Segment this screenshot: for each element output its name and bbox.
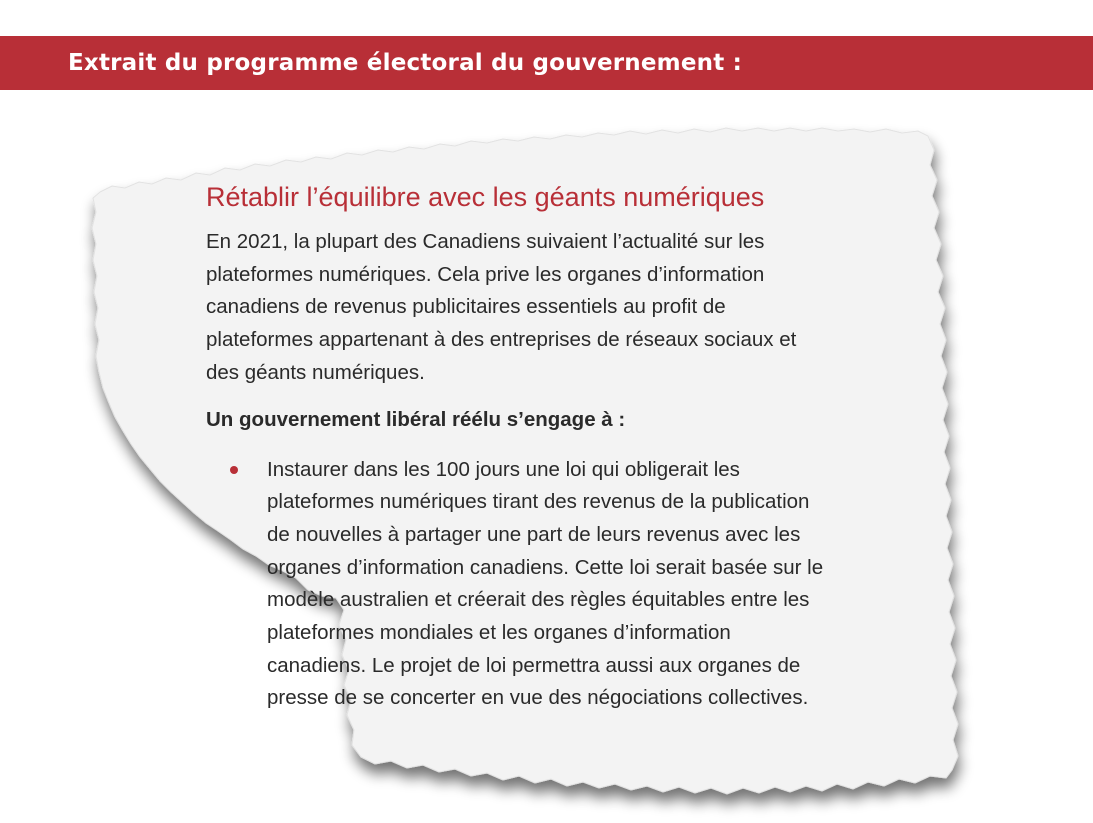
excerpt-paragraph: En 2021, la plupart des Canadiens suivaient l’actualité sur les plateformes numériques. Cela prive les organes d’information canadiens de revenus publicitaires essentiels au profit de plateformes appartenant à des entreprises de réseaux sociaux et des géants numériques.	[206, 230, 797, 384]
bullet-icon	[230, 466, 238, 474]
excerpt-content	[206, 178, 826, 715]
commitment-statement: Un gouvernement libéral réélu s’engage à :	[206, 407, 626, 431]
banner-title: Extrait du programme électoral du gouvernement :	[68, 50, 743, 76]
commitment-list	[206, 454, 826, 716]
excerpt-heading: Rétablir l’équilibre avec les géants numériques	[206, 182, 765, 212]
list-item-text: Instaurer dans les 100 jours une loi qui obligerait les plateformes numériques tirant des revenus de la publication de nouvelles à partager une part de leurs revenus avec les organes d’information canadiens. Cette loi serait basée sur le modèle australien et créerait des règles équitables entre les plateformes mondiales et les organes d’information canadiens. Le projet de loi permettra aussi aux organes de presse de se concerter en vue des négociations collectives.	[267, 457, 824, 710]
list-item	[206, 454, 826, 716]
